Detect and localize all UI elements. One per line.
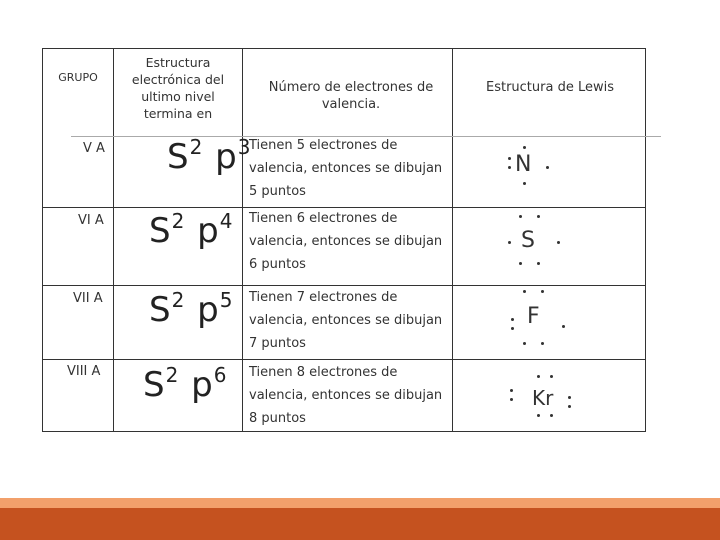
electron-dot — [537, 262, 540, 265]
row-divider — [43, 359, 645, 360]
electron-dot — [546, 166, 549, 169]
column-divider — [452, 49, 453, 431]
electron-dot — [511, 327, 514, 330]
electron-dot — [568, 396, 571, 399]
electron-config: $S^2$ $p^6$ — [143, 363, 228, 405]
electron-dot — [510, 398, 513, 401]
electron-config: $S^2$ $p^5$ — [149, 288, 234, 330]
electron-dot — [541, 342, 544, 345]
header-estructura: Estructura electrónica del ultimo nivel termina en — [131, 55, 225, 121]
header-grupo: GRUPO — [58, 71, 98, 84]
electron-dot — [519, 215, 522, 218]
electron-dot — [523, 146, 526, 149]
electron-dot — [550, 375, 553, 378]
footer-accent-bar — [0, 498, 720, 508]
electron-dot — [519, 262, 522, 265]
header-lewis: Estructura de Lewis — [485, 80, 614, 95]
electron-dot — [508, 241, 511, 244]
electron-config: $S^2$ $p^3$ — [167, 135, 252, 177]
electron-dot — [523, 290, 526, 293]
column-divider — [113, 49, 114, 431]
valence-description: Tienen 8 electrones de valencia, entonces se dibujan 8 puntos — [249, 365, 443, 426]
footer-bar — [0, 508, 720, 540]
element-symbol: F — [527, 304, 540, 329]
electron-dot — [541, 290, 544, 293]
valence-description: Tienen 5 electrones de valencia, entonces se dibujan 5 puntos — [249, 138, 443, 199]
electron-dot — [511, 318, 514, 321]
element-symbol: S — [521, 228, 535, 253]
electron-dot — [510, 389, 513, 392]
electron-dot — [550, 414, 553, 417]
column-divider — [242, 49, 243, 431]
electron-dot — [568, 405, 571, 408]
electron-dot — [523, 182, 526, 185]
electron-config: $S^2$ $p^4$ — [149, 209, 234, 251]
valence-description: Tienen 6 electrones de valencia, entonces se dibujan 6 puntos — [249, 211, 443, 272]
grupo-cell: VII A — [73, 291, 103, 306]
electron-dot — [557, 241, 560, 244]
header-numero: Número de electrones de valencia. — [268, 80, 434, 112]
electron-dot — [562, 325, 565, 328]
element-symbol: N — [515, 152, 532, 177]
grupo-cell: V A — [83, 141, 105, 156]
lewis-table — [42, 48, 646, 432]
valence-description: Tienen 7 electrones de valencia, entonces se dibujan 7 puntos — [249, 290, 443, 351]
element-symbol: Kr — [532, 386, 554, 410]
grupo-cell: VIII A — [67, 364, 101, 379]
electron-dot — [523, 342, 526, 345]
electron-dot — [537, 215, 540, 218]
electron-dot — [537, 375, 540, 378]
electron-dot — [537, 414, 540, 417]
electron-dot — [508, 166, 511, 169]
electron-dot — [508, 157, 511, 160]
grupo-cell: VI A — [78, 213, 104, 228]
